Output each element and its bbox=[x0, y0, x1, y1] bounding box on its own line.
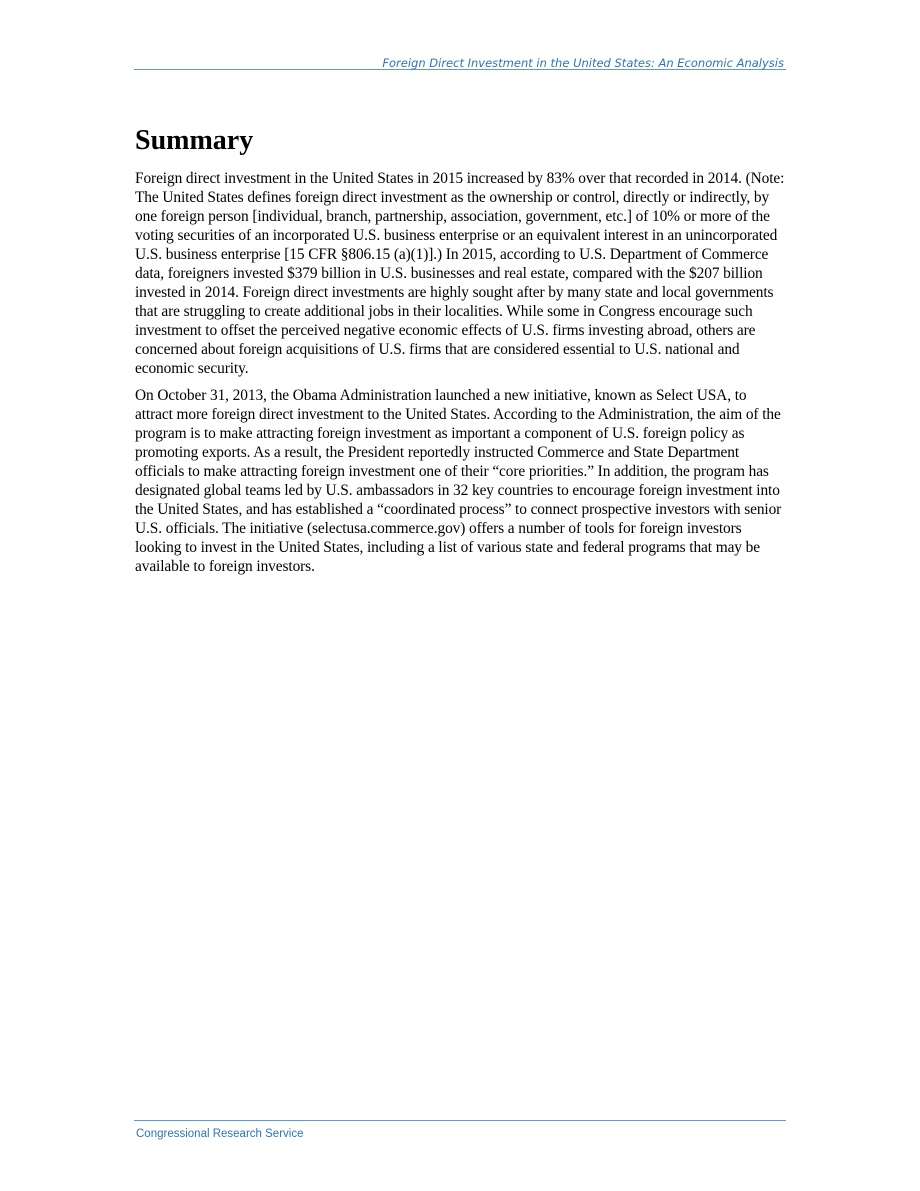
running-footer bbox=[134, 1120, 786, 1142]
summary-heading: Summary bbox=[135, 125, 254, 156]
running-header-title: Foreign Direct Investment in the United States: An Economic Analysis bbox=[382, 56, 784, 70]
summary-paragraph-1: Foreign direct investment in the United States in 2015 increased by 83% over that recorded in 2014. (Note: The United States defines foreign direct investment as the ownership or control, directly or indirectly, by one foreign person [individual, branch, partnership, association, government, etc.] of 10% or more of the voting securities of an incorporated U.S. business enterprise or an equivalent interest in an unincorporated U.S. business enterprise [15 CFR §806.15 (a)(1)].) In 2015, according to U.S. Department of Commerce data, foreigners invested $379 billion in U.S. businesses and real estate, compared with the $207 billion invested in 2014. Foreign direct investments are highly sought after by many state and local governments that are struggling to create additional jobs in their localities. While some in Congress encourage such investment to offset the perceived negative economic effects of U.S. firms investing abroad, others are concerned about foreign acquisitions of U.S. firms that are considered essential to U.S. national and economic security. bbox=[135, 170, 785, 377]
footer-organization: Congressional Research Service bbox=[136, 1128, 304, 1140]
summary-paragraph-2: On October 31, 2013, the Obama Administration launched a new initiative, known as Select USA, to attract more foreign direct investment to the United States. According to the Administration, the aim of the program is to make attracting foreign investment as important a component of U.S. foreign policy as promoting exports. As a result, the President reportedly instructed Commerce and State Department officials to make attracting foreign investment one of their “core priorities.” In addition, the program has designated global teams led by U.S. ambassadors in 32 key countries to encourage foreign investment into the United States, and has established a “coordinated process” to connect prospective investors with senior U.S. officials. The initiative (selectusa.commerce.gov) offers a number of tools for foreign investors looking to invest in the United States, including a list of various state and federal programs that may be available to foreign investors. bbox=[135, 387, 782, 575]
running-header bbox=[134, 54, 786, 70]
summary-body bbox=[135, 169, 787, 584]
